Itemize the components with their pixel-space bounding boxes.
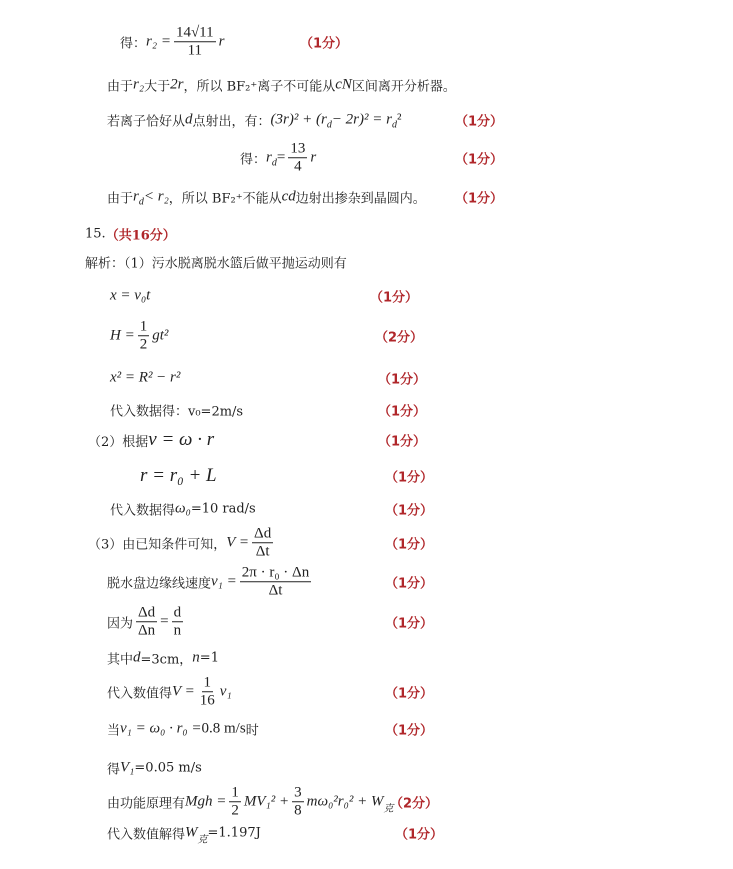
document-line bbox=[88, 429, 214, 451]
math-text: x² = R² − r² bbox=[110, 369, 181, 386]
document-line bbox=[107, 564, 314, 600]
document-line bbox=[107, 784, 393, 820]
fraction-denominator bbox=[254, 544, 272, 561]
fraction-denominator bbox=[136, 623, 157, 640]
text: 其中 bbox=[107, 652, 134, 668]
text: 16 bbox=[199, 692, 215, 709]
fraction-numerator bbox=[240, 564, 311, 582]
text: 1 bbox=[139, 318, 148, 335]
score-label: （1分） bbox=[455, 191, 504, 207]
document-line bbox=[240, 140, 316, 176]
math-text: Mgh = bbox=[185, 793, 227, 810]
document-line bbox=[85, 225, 176, 244]
score-label: （1分） bbox=[378, 434, 427, 450]
fraction-denominator bbox=[267, 583, 285, 600]
text: ，所以 BF₂⁺不能从 bbox=[168, 191, 282, 207]
subscript: d bbox=[271, 157, 277, 169]
text: Δt bbox=[268, 582, 283, 599]
document-line bbox=[120, 24, 224, 60]
fraction-denominator bbox=[229, 803, 241, 820]
document-line bbox=[110, 401, 243, 420]
math-text: r₂ = bbox=[146, 33, 171, 50]
fraction-denominator bbox=[172, 623, 184, 640]
fraction bbox=[198, 674, 217, 710]
document-line bbox=[107, 674, 232, 710]
score-label: （1分） bbox=[300, 36, 349, 52]
text: 区间离开分析器。 bbox=[351, 79, 456, 95]
fraction-numerator bbox=[136, 604, 157, 622]
fraction bbox=[229, 784, 241, 820]
fraction-numerator bbox=[172, 604, 184, 622]
math-text: v₁ bbox=[219, 683, 232, 700]
text: 脱水盘边缘线速度 bbox=[107, 576, 212, 592]
math-text: r bbox=[133, 188, 139, 205]
text: 大于 bbox=[144, 79, 171, 95]
math-text: V = bbox=[172, 683, 195, 700]
text: 11 bbox=[187, 42, 203, 59]
document-line bbox=[107, 824, 261, 846]
score-label: （1分） bbox=[385, 686, 434, 702]
math-text: MV₁² + bbox=[243, 793, 290, 810]
fraction-denominator bbox=[292, 803, 304, 820]
text: 若离子恰好从 bbox=[107, 114, 186, 130]
text: 代入数值得 bbox=[107, 686, 173, 702]
document-line bbox=[107, 759, 202, 778]
math-text: − 2r)² = r bbox=[331, 111, 392, 128]
math-text: gt² bbox=[152, 327, 169, 344]
math-text: x = v₀t bbox=[110, 287, 151, 304]
fraction-numerator bbox=[174, 24, 216, 42]
math-text: v = ω · r bbox=[148, 429, 215, 450]
text: 点射出，有： bbox=[192, 114, 271, 130]
math-text: cd bbox=[281, 188, 296, 205]
fraction-denominator bbox=[292, 159, 304, 176]
math-text: 0.8 m/s bbox=[201, 720, 246, 737]
text: 1 bbox=[203, 674, 212, 691]
text: 代入数值解得 bbox=[107, 827, 186, 843]
fraction-numerator bbox=[288, 140, 307, 158]
math-text: = bbox=[276, 149, 286, 166]
text: =1.197J bbox=[207, 825, 261, 841]
document-line bbox=[85, 253, 347, 272]
fraction-denominator bbox=[138, 337, 150, 354]
score-label: （1分） bbox=[370, 290, 419, 306]
score-label: （2分） bbox=[390, 796, 439, 812]
text: 代入数据得：v₀=2m/s bbox=[110, 404, 244, 420]
math-text: V₁ bbox=[120, 759, 135, 776]
math-text: ² bbox=[396, 111, 402, 128]
fraction-numerator bbox=[229, 784, 241, 802]
fraction bbox=[240, 564, 311, 600]
math-text: r₂ bbox=[133, 76, 145, 93]
text: 由于 bbox=[107, 191, 134, 207]
document-line bbox=[140, 465, 217, 487]
score-label: （1分） bbox=[455, 152, 504, 168]
section-points: （共16分） bbox=[105, 228, 176, 244]
math-text: d bbox=[133, 649, 141, 666]
fraction bbox=[174, 24, 216, 60]
score-label: （1分） bbox=[455, 114, 504, 130]
math-text: 2r bbox=[170, 76, 184, 93]
score-label: （1分） bbox=[385, 470, 434, 486]
text: 1 bbox=[231, 784, 239, 801]
score-label: （1分） bbox=[395, 827, 444, 843]
text: 解析：（1）污水脱离脱水篮后做平抛运动则有 bbox=[85, 256, 347, 272]
math-text: W bbox=[185, 824, 198, 841]
math-text: mω₀²r₀² + W bbox=[306, 793, 384, 810]
document-line bbox=[110, 288, 150, 305]
fraction-denominator bbox=[186, 43, 204, 60]
math-text: v₁ = ω₀ · r₀ = bbox=[120, 720, 202, 737]
subscript: d bbox=[138, 196, 144, 208]
math-text: r bbox=[310, 149, 317, 166]
fraction-denominator bbox=[198, 693, 217, 710]
text: 8 bbox=[294, 802, 302, 819]
text: 由于 bbox=[107, 79, 134, 95]
text: （3）由已知条件可知， bbox=[88, 537, 227, 553]
math-text: n bbox=[192, 649, 200, 666]
text: 3 bbox=[294, 784, 302, 801]
document-line bbox=[107, 76, 456, 95]
subscript: d bbox=[391, 119, 397, 131]
fraction-numerator bbox=[292, 784, 304, 802]
fraction-numerator bbox=[252, 525, 273, 543]
math-text: r bbox=[218, 33, 225, 50]
text: =1 bbox=[199, 650, 219, 666]
math-text: = bbox=[160, 613, 169, 630]
score-label: （1分） bbox=[385, 576, 434, 592]
score-label: （1分） bbox=[385, 503, 434, 519]
text: 因为 bbox=[107, 616, 134, 632]
document-line bbox=[88, 525, 276, 561]
math-text: cN bbox=[335, 76, 352, 93]
fraction bbox=[252, 525, 273, 561]
document-line bbox=[107, 188, 426, 207]
text: Δd bbox=[138, 604, 156, 621]
math-text: r bbox=[266, 149, 272, 166]
math-text: ω₀ bbox=[175, 500, 191, 517]
document-line bbox=[107, 720, 259, 739]
math-text: (3r)² + (r bbox=[270, 111, 327, 128]
fraction bbox=[138, 318, 150, 354]
document-line bbox=[110, 370, 180, 387]
score-label: （2分） bbox=[375, 330, 424, 346]
document-line bbox=[110, 318, 168, 354]
math-text: < r₂ bbox=[143, 188, 169, 205]
math-text: H = bbox=[110, 327, 135, 344]
text: （2）根据 bbox=[88, 434, 149, 450]
document-line bbox=[107, 649, 219, 668]
fraction bbox=[136, 604, 157, 640]
fraction bbox=[292, 784, 304, 820]
text: Δn bbox=[138, 622, 156, 639]
text: 得： bbox=[120, 36, 147, 52]
text: 2 bbox=[231, 802, 239, 819]
subscript: 克 bbox=[197, 834, 208, 846]
text: 代入数据得 bbox=[110, 503, 176, 519]
math-text: d bbox=[185, 111, 193, 128]
score-label: （1分） bbox=[385, 537, 434, 553]
text: 时 bbox=[245, 723, 259, 739]
text: Δd bbox=[254, 525, 272, 542]
text: ，所以 BF₂⁺离子不可能从 bbox=[183, 79, 336, 95]
text: 4 bbox=[294, 158, 302, 175]
math-text: v₁ = bbox=[211, 573, 237, 590]
fraction bbox=[288, 140, 307, 176]
score-label: （1分） bbox=[378, 372, 427, 388]
text: 14√11 bbox=[175, 24, 214, 41]
text: =3cm， bbox=[140, 652, 193, 668]
text: 得 bbox=[107, 762, 121, 778]
document-line bbox=[107, 111, 401, 130]
text: 15. bbox=[85, 226, 106, 242]
subscript: d bbox=[326, 119, 332, 131]
math-text: r = r₀ + L bbox=[140, 465, 217, 486]
text: =10 rad/s bbox=[190, 501, 256, 517]
score-label: （1分） bbox=[378, 404, 427, 420]
subscript: 克 bbox=[383, 803, 394, 815]
text: 2π · r₀ · Δn bbox=[241, 564, 310, 581]
text: 2 bbox=[139, 336, 148, 353]
document-line bbox=[107, 604, 186, 640]
text: 13 bbox=[290, 140, 306, 157]
document-line bbox=[110, 500, 256, 519]
math-text: V = bbox=[226, 534, 250, 551]
score-label: （1分） bbox=[385, 723, 434, 739]
fraction bbox=[172, 604, 184, 640]
text: Δt bbox=[255, 543, 270, 560]
text: 边射出掺杂到晶圆内。 bbox=[295, 191, 426, 207]
text: 当 bbox=[107, 723, 121, 739]
text: 由功能原理有 bbox=[107, 796, 186, 812]
fraction-numerator bbox=[202, 674, 214, 692]
text: 得： bbox=[240, 152, 267, 168]
text: =0.05 m/s bbox=[134, 760, 202, 776]
fraction-numerator bbox=[138, 318, 150, 336]
score-label: （1分） bbox=[385, 616, 434, 632]
text: d bbox=[173, 604, 182, 621]
text: n bbox=[173, 622, 182, 639]
